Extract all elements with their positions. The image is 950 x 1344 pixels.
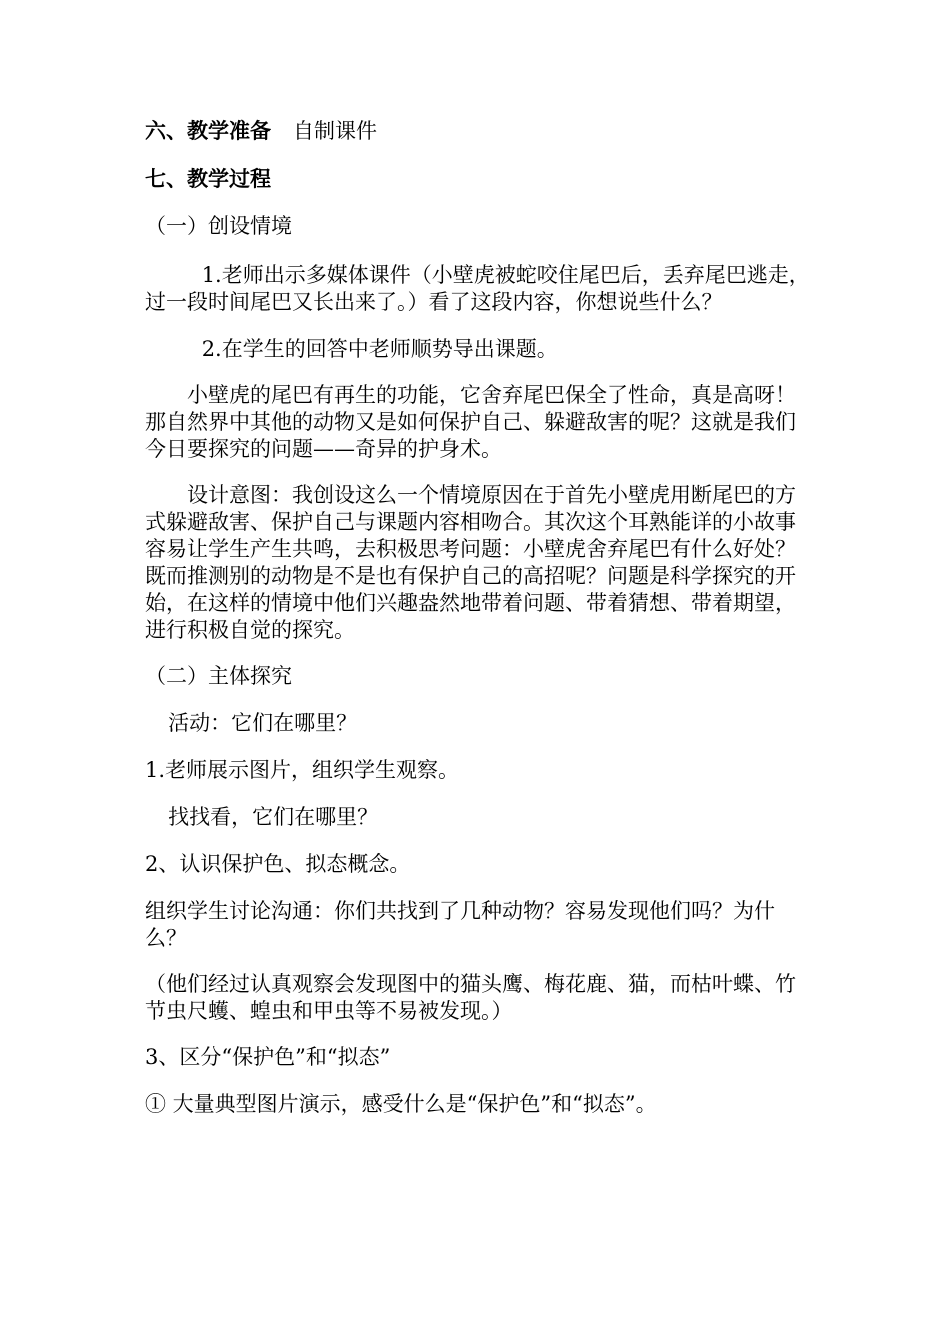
step-3-item-1: ① 大量典型图片演示，感受什么是“保护色”和“拟态”。 (145, 1092, 657, 1116)
activity-title: 活动：它们在哪里？ (168, 711, 358, 735)
part-1-heading: （一）创设情境 (145, 214, 292, 238)
section-6-note: 自制课件 (293, 119, 377, 143)
step-2: 2、认识保护色、拟态概念。 (145, 852, 411, 876)
step-2-discussion: 组织学生讨论沟通：你们共找到了几种动物？容易发现他们吗？为什么？ (145, 899, 775, 950)
document-body (145, 118, 810, 1118)
part-1-paragraph-1: 1.老师出示多媒体课件（小壁虎被蛇咬住尾巴后，丢弃尾巴逃走，过一段时间尾巴又长出来了。）看了这段内容，你想说些什么？ (145, 263, 810, 314)
part-2-heading: （二）主体探究 (145, 664, 292, 688)
section-6-heading (145, 118, 810, 145)
section-7-heading: 七、教学过程 (145, 167, 271, 191)
part-1-paragraph-3: 小壁虎的尾巴有再生的功能，它舍弃尾巴保全了性命，真是高呀！那自然界中其他的动物又是如何保护自己、躲避敌害的呢？这就是我们今日要探究的问题——奇异的护身术。 (145, 383, 796, 461)
step-1-question: 找找看，它们在哪里？ (168, 805, 379, 829)
section-6-title: 六、教学准备 (145, 119, 271, 143)
step-3: 3、区分“保护色”和“拟态” (145, 1045, 391, 1069)
design-intent-paragraph: 设计意图：我创设这么一个情境原因在于首先小壁虎用断尾巴的方式躲避敌害、保护自己与课题内容相吻合。其次这个耳熟能详的小故事容易让学生产生共鸣，去积极思考问题：小壁虎舍弃尾巴有什么好处？既而推测别的动物是不是也有保护自己的高招呢？问题是科学探究的开始，在这样的情境中他们兴趣盎然地带着问题、带着猜想、带着期望，进行积极自觉的探究。 (145, 483, 796, 642)
step-2-note: （他们经过认真观察会发现图中的猫头鹰、梅花鹿、猫，而枯叶蝶、竹节虫尺蠖、蝗虫和甲虫等不易被发现。） (145, 972, 796, 1023)
part-1-paragraph-2: 2.在学生的回答中老师顺势导出课题。 (201, 337, 558, 361)
step-1: 1.老师展示图片，组织学生观察。 (145, 758, 460, 782)
